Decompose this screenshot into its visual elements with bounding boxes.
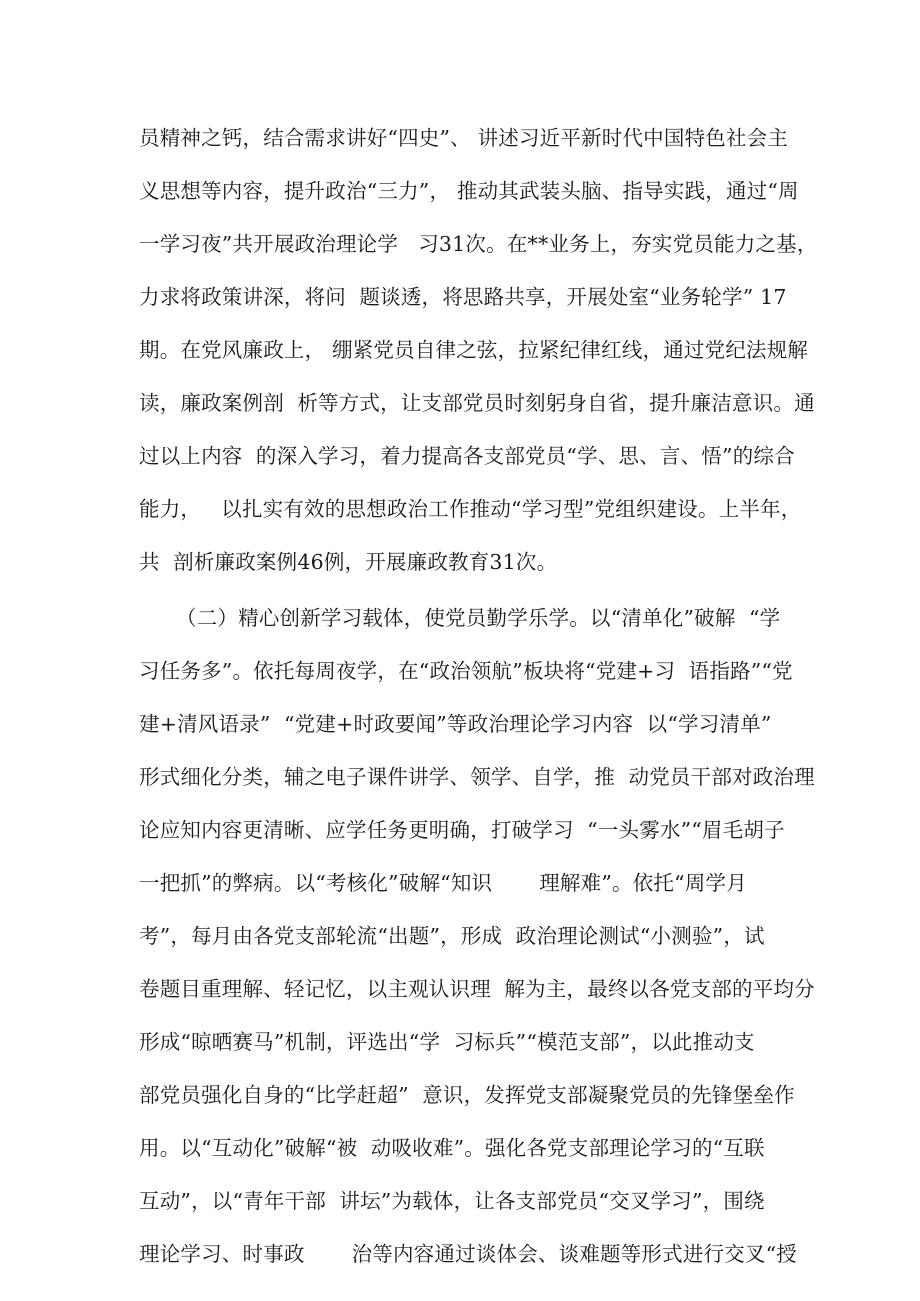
text-line: 习任务多”。依托每周夜学，在“政治领航”板块将“党建+习 语指路”“党 [139, 659, 793, 683]
text-line: 用。以“互动化”破解“被 动吸收难”。强化各党支部理论学习的“互联 [139, 1136, 765, 1160]
text-line: 形成“晾晒赛马”机制，评选出“学 习标兵”“模范支部”，以此推动支 [139, 1030, 755, 1054]
text-line: 过以上内容 的深入学习，着力提高各支部党员“学、思、言、悟”的综合 [139, 444, 795, 468]
text-line: 共 剖析廉政案例46例，开展廉政教育31次。 [139, 550, 558, 574]
text-line: 员精神之钙，结合需求讲好“四史”、 讲述习近平新时代中国特色社会主 [139, 126, 789, 150]
text-line: 互动”，以“青年干部 讲坛”为载体，让各支部党员“交叉学习”，围绕 [139, 1189, 765, 1213]
text-line: 部党员强化自身的“比学赶超” 意识，发挥党支部凝聚党员的先锋堡垒作 [139, 1083, 795, 1107]
text-line: 考”，每月由各党支部轮流“出题”，形成 政治理论测试“小测验”，试 [139, 924, 765, 948]
text-line: 卷题目重理解、轻记忆，以主观认识理 解为主，最终以各党支部的平均分 [139, 977, 815, 1001]
text-line: 一学习夜”共开展政治理论学 习31次。在**业务上，夯实党员能力之基， [139, 232, 818, 256]
text-line: 力求将政策讲深，将问 题谈透，将思路共享，开展处室“业务轮学” 17 [139, 285, 787, 309]
text-line: 形式细化分类，辅之电子课件讲学、领学、自学，推 动党员干部对政治理 [139, 765, 815, 789]
text-line: 能力， 以扎实有效的思想政治工作推动“学习型”党组织建设。上半年， [139, 497, 802, 521]
text-line: （二）精心创新学习载体，使党员勤学乐学。以“清单化”破解 “学 [176, 606, 781, 630]
text-line: 论应知内容更清晰、应学任务更明确，打破学习 “一头雾水”“眉毛胡子 [139, 818, 785, 842]
text-line: 建+清风语录” “党建+时政要闻”等政治理论学习内容 以“学习清单” [139, 712, 772, 736]
text-line: 期。在党风廉政上， 绷紧党员自律之弦，拉紧纪律红线，通过党纪法规解 [139, 338, 809, 362]
text-line: 读，廉政案例剖 析等方式，让支部党员时刻躬身自省，提升廉洁意识。通 [139, 391, 815, 415]
text-line: 义思想等内容，提升政治“三力”， 推动其武装头脑、指导实践，通过“周 [139, 179, 799, 203]
text-line: 理论学习、时事政 治等内容通过谈体会、谈难题等形式进行交叉“授 [139, 1242, 797, 1266]
text-line: 一把抓”的弊病。以“考核化”破解“知识 理解难”。依托“周学月 [139, 871, 747, 895]
